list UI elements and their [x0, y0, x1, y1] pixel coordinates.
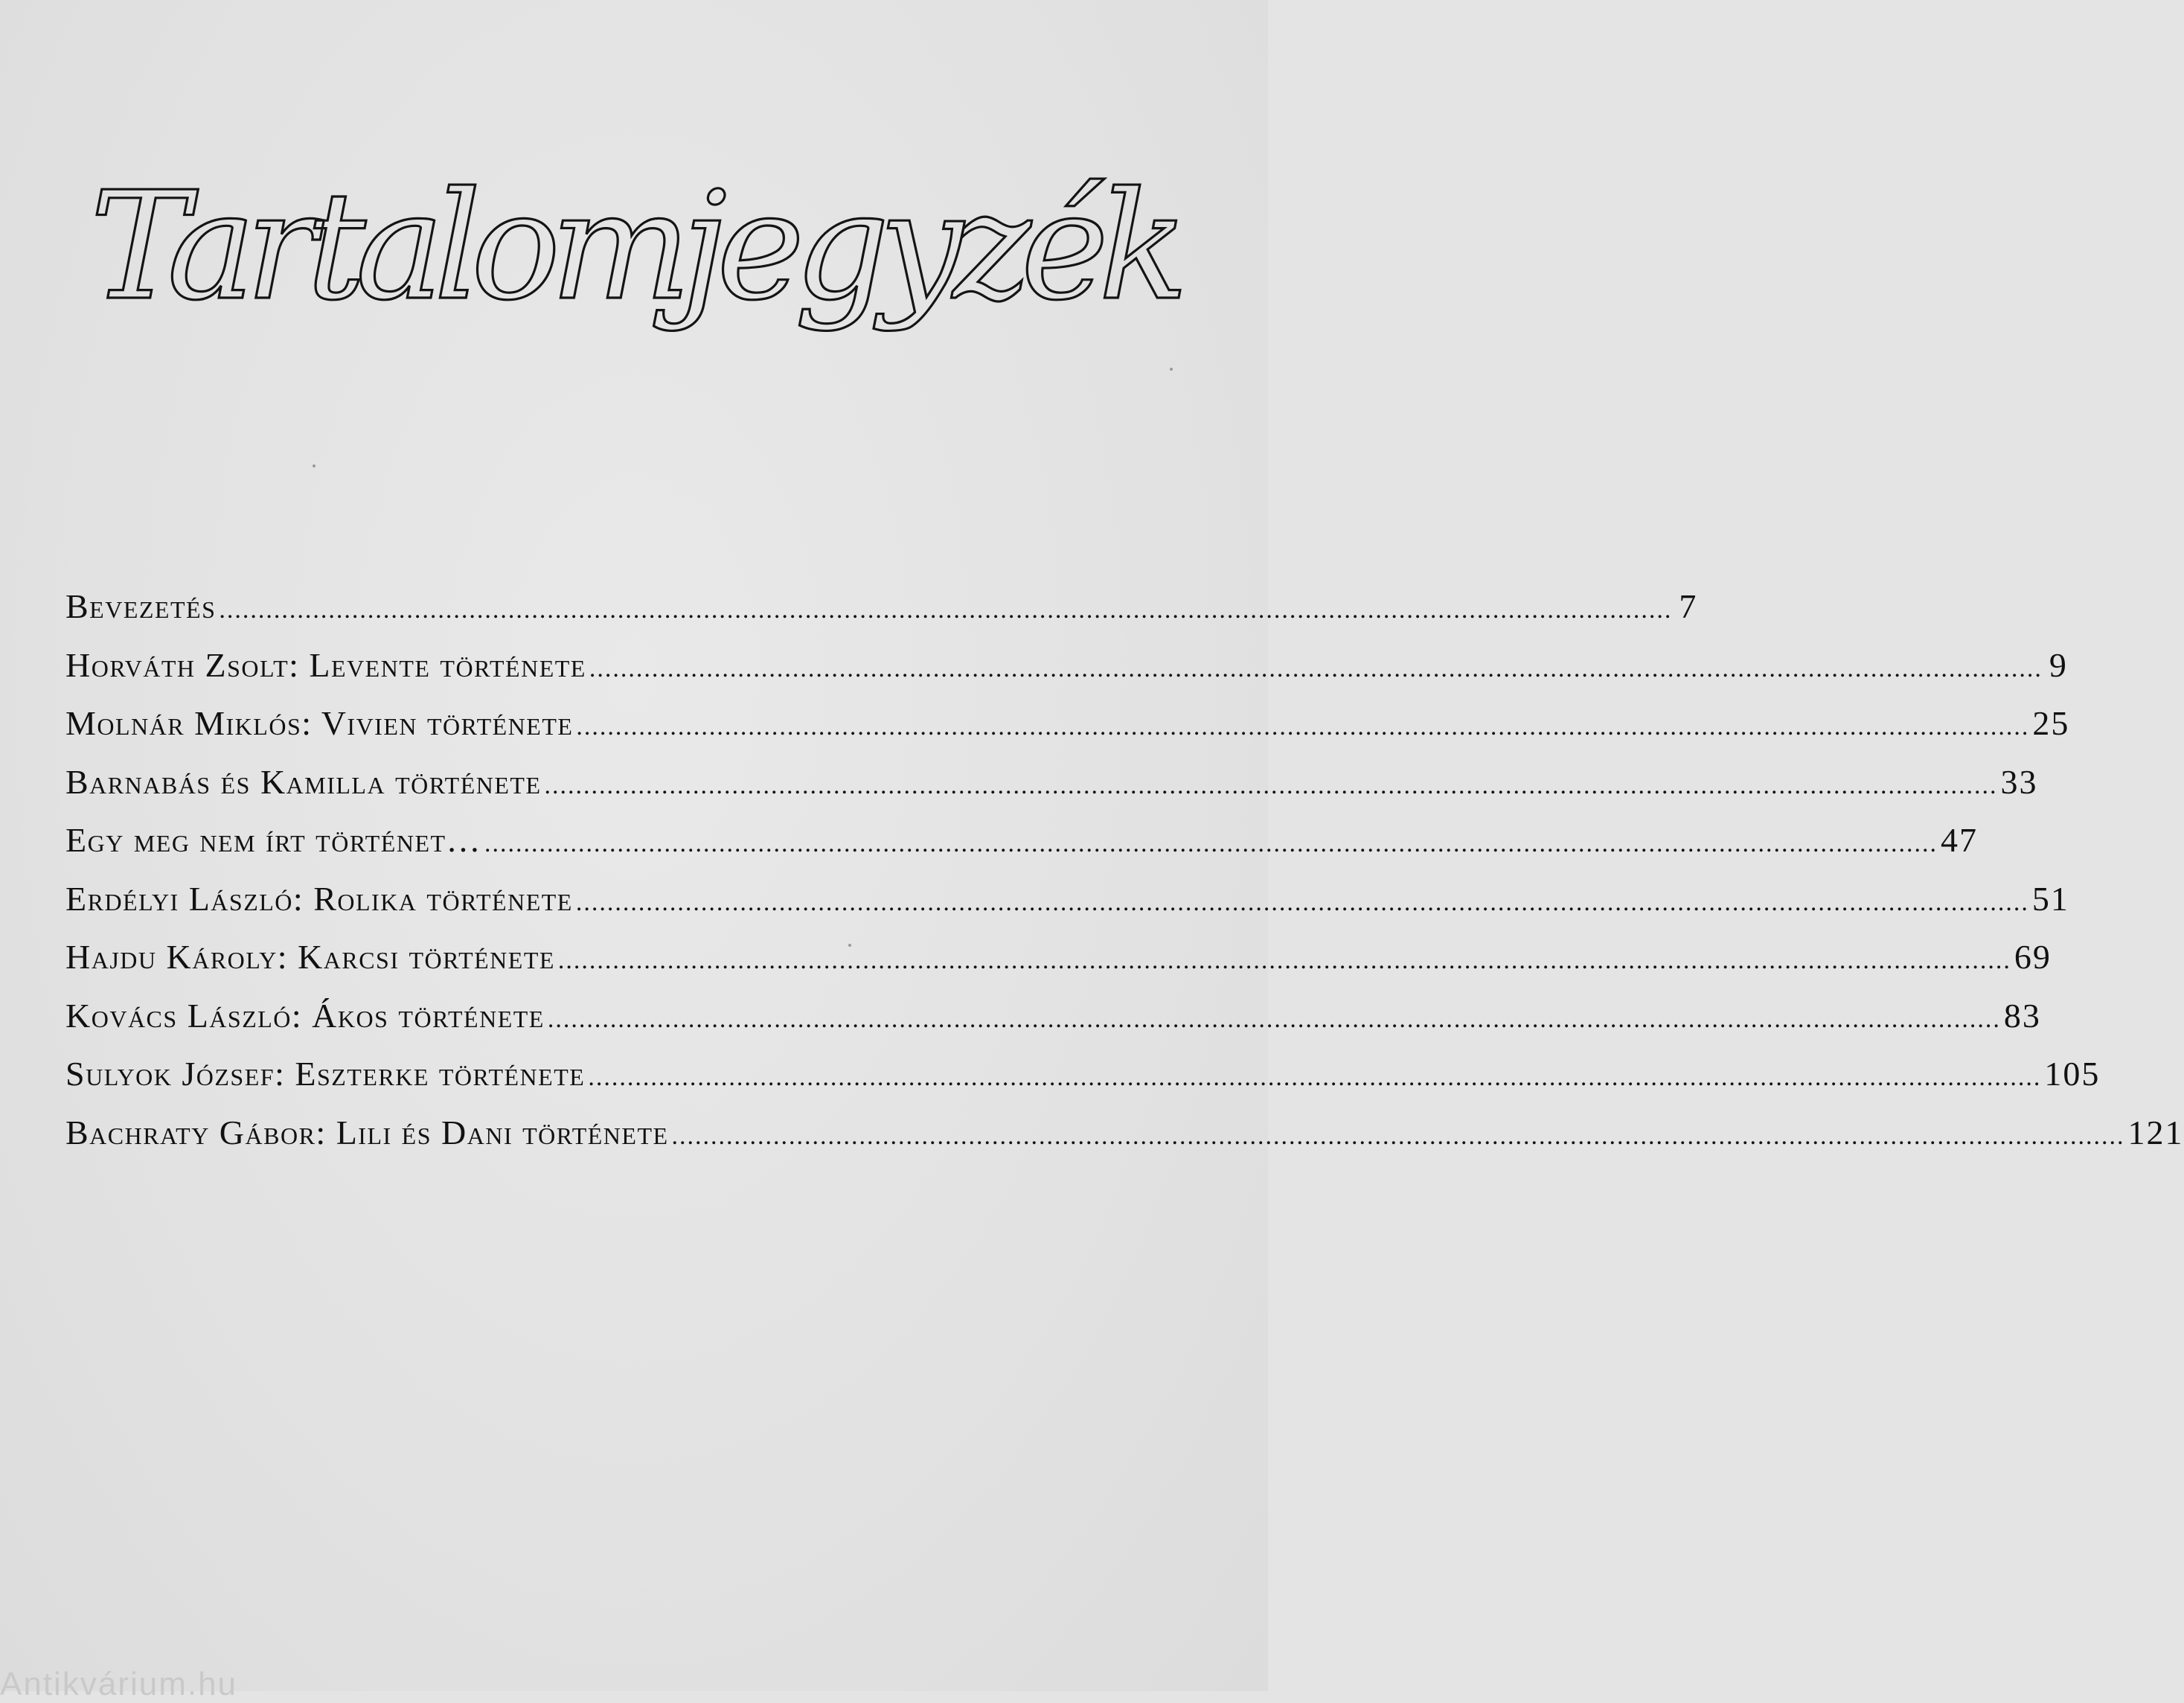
- toc-entry-page: 9: [2049, 645, 2068, 684]
- title-text: Tartalomjegyzék: [89, 160, 1179, 333]
- dot-leader: [548, 991, 2001, 1049]
- toc-entry: [65, 811, 1979, 870]
- toc-entry-page: 83: [2003, 996, 2041, 1035]
- dot-leader: [588, 1049, 2041, 1108]
- table-of-contents: [65, 578, 2184, 1162]
- toc-entry: [65, 753, 2038, 812]
- toc-entry-page: 33: [2000, 762, 2038, 801]
- paper-speck: [313, 464, 316, 467]
- toc-entry-label: Egy meg nem írt történet…: [65, 821, 482, 859]
- toc-entry-label: Kovács László: Ákos története: [65, 996, 545, 1035]
- toc-entry-page: 7: [1679, 587, 1698, 625]
- toc-entry-page: 121: [2127, 1113, 2184, 1151]
- dot-leader: [576, 698, 2029, 757]
- toc-entry-label: Bachraty Gábor: Lili és Dani története: [65, 1113, 669, 1151]
- toc-entry: [65, 1104, 2184, 1163]
- toc-entry-page: 47: [1941, 821, 1979, 859]
- dot-leader: [589, 640, 2043, 699]
- toc-entry: [65, 928, 2052, 987]
- toc-entry-label: Horváth Zsolt: Levente története: [65, 645, 586, 684]
- toc-entry: [65, 578, 1698, 636]
- toc-entry-label: Bevezetés: [65, 587, 217, 625]
- dot-leader: [558, 932, 2011, 991]
- toc-entry: [65, 694, 2070, 753]
- dot-leader: [219, 581, 1672, 640]
- dot-leader: [484, 815, 1938, 874]
- toc-entry: [65, 987, 2041, 1046]
- page-title: [0, 127, 1268, 365]
- toc-entry: [65, 870, 2069, 929]
- handwritten-title: [89, 127, 1179, 365]
- toc-entry-page: 51: [2031, 879, 2069, 918]
- toc-entry-label: Molnár Miklós: Vivien története: [65, 704, 574, 742]
- toc-entry-label: Sulyok József: Eszterke története: [65, 1055, 586, 1093]
- toc-entry-label: Erdélyi László: Rolika története: [65, 879, 573, 918]
- toc-entry: [65, 636, 2068, 695]
- dot-leader: [672, 1108, 2125, 1166]
- toc-entry-page: 25: [2032, 704, 2070, 742]
- dot-leader: [545, 757, 1998, 816]
- toc-entry-label: Barnabás és Kamilla története: [65, 762, 542, 801]
- toc-entry-page: 105: [2044, 1055, 2101, 1093]
- paper-speck: [848, 944, 851, 947]
- paper-speck: [1170, 368, 1173, 371]
- dot-leader: [576, 874, 2029, 933]
- toc-entry-label: Hajdu Károly: Karcsi története: [65, 938, 555, 976]
- toc-entry-page: 69: [2014, 938, 2052, 976]
- toc-entry: [65, 1045, 2101, 1104]
- watermark: Antikvárium.hu: [0, 1666, 238, 1702]
